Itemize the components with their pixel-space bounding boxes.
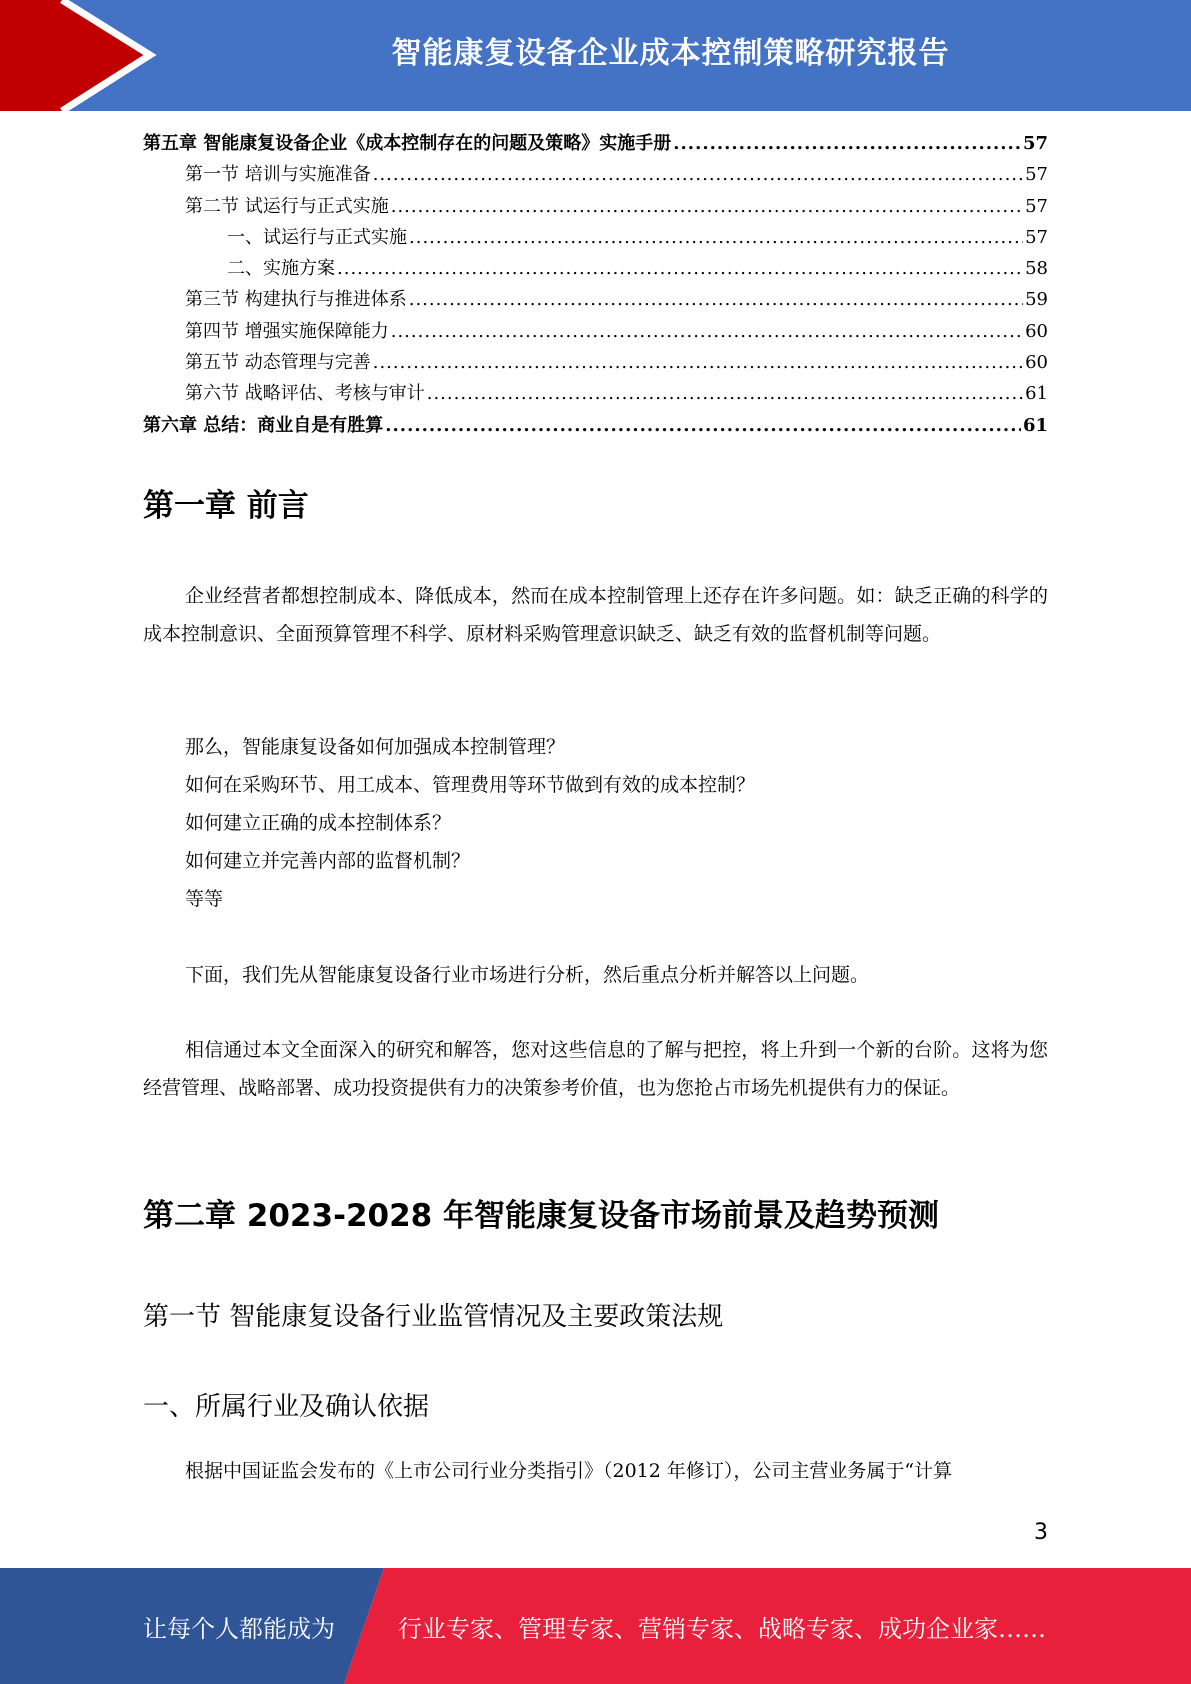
list-item: 如何在采购环节、用工成本、管理费用等环节做到有效的成本控制？ bbox=[185, 774, 756, 796]
page-number: 3 bbox=[1034, 1520, 1048, 1545]
toc-entry[interactable] bbox=[143, 284, 1048, 315]
toc-entry[interactable] bbox=[143, 159, 1048, 190]
toc-entry-title: 第五节 动态管理与完善 bbox=[185, 352, 371, 374]
toc-page-number: 57 bbox=[1025, 164, 1048, 186]
toc-entry-title: 二、实施方案 bbox=[227, 258, 335, 280]
toc-entry-title: 第二节 试运行与正式实施 bbox=[185, 195, 389, 217]
toc-dot-leader bbox=[673, 128, 1021, 159]
toc-dot-leader bbox=[373, 347, 1023, 378]
chapter-2-title: 第二章 2023-2028 年智能康复设备市场前景及趋势预测 bbox=[143, 1198, 940, 1234]
report-title: 智能康复设备企业成本控制策略研究报告 bbox=[391, 36, 950, 71]
question-list bbox=[185, 728, 755, 918]
footer-slogan-right: 行业专家、管理专家、营销专家、战略专家、成功企业家…… bbox=[398, 1614, 1046, 1643]
toc-page-number: 60 bbox=[1025, 352, 1048, 374]
list-item: 如何建立正确的成本控制体系？ bbox=[185, 812, 452, 834]
toc-dot-leader bbox=[427, 378, 1023, 409]
toc-dot-leader bbox=[385, 410, 1021, 441]
toc-page-number: 58 bbox=[1025, 258, 1048, 280]
paragraph: 下面，我们先从智能康复设备行业市场进行分析，然后重点分析并解答以上问题。 bbox=[185, 964, 870, 986]
toc-entry-title: 第一节 培训与实施准备 bbox=[185, 164, 371, 186]
subsection-title: 一、所属行业及确认依据 bbox=[143, 1392, 430, 1422]
toc-page-number: 57 bbox=[1025, 195, 1048, 217]
toc-page-number: 60 bbox=[1025, 320, 1048, 342]
table-of-contents bbox=[143, 128, 1048, 441]
toc-page-number: 57 bbox=[1025, 226, 1048, 248]
toc-entry-title: 第三节 构建执行与推进体系 bbox=[185, 289, 407, 311]
paragraph: 根据中国证监会发布的《上市公司行业分类指引》（2012 年修订），公司主营业务属于“计算 bbox=[185, 1460, 953, 1482]
toc-entry[interactable] bbox=[143, 347, 1048, 378]
paragraph: 企业经营者都想控制成本、降低成本，然而在成本控制管理上还存在许多问题。如：缺乏正确的科学的成本控制意识、全面预算管理不科学、原材料采购管理意识缺乏、缺乏有效的监督机制等问题。 bbox=[143, 585, 1048, 645]
section-title: 第一节 智能康复设备行业监管情况及主要政策法规 bbox=[143, 1302, 724, 1332]
chapter-1-title: 第一章 前言 bbox=[143, 488, 309, 524]
toc-page-number: 61 bbox=[1025, 383, 1048, 405]
toc-dot-leader bbox=[391, 191, 1023, 222]
toc-dot-leader bbox=[337, 253, 1023, 284]
toc-dot-leader bbox=[373, 159, 1023, 190]
toc-dot-leader bbox=[409, 222, 1023, 253]
footer-slogan-left: 让每个人都能成为 bbox=[143, 1614, 335, 1643]
toc-entry[interactable] bbox=[143, 253, 1048, 284]
toc-entry-title: 第四节 增强实施保障能力 bbox=[185, 320, 389, 342]
toc-dot-leader bbox=[409, 284, 1023, 315]
toc-entry-title: 一、试运行与正式实施 bbox=[227, 226, 407, 248]
header-band bbox=[0, 0, 1191, 111]
toc-entry[interactable] bbox=[143, 378, 1048, 409]
paragraph: 相信通过本文全面深入的研究和解答，您对这些信息的了解与把控，将上升到一个新的台阶。这将为您经营管理、战略部署、成功投资提供有力的决策参考价值，也为您抢占市场先机提供有力的保证。 bbox=[143, 1039, 1048, 1099]
toc-entry[interactable] bbox=[143, 410, 1048, 441]
header-arrow-decoration bbox=[0, 0, 160, 111]
toc-entry[interactable] bbox=[143, 316, 1048, 347]
toc-page-number: 61 bbox=[1022, 414, 1048, 436]
toc-entry[interactable] bbox=[143, 222, 1048, 253]
list-item: 如何建立并完善内部的监督机制？ bbox=[185, 850, 471, 872]
list-item: 那么，智能康复设备如何加强成本控制管理？ bbox=[185, 736, 566, 758]
list-item: 等等 bbox=[185, 888, 224, 910]
toc-entry-title: 第六节 战略评估、考核与审计 bbox=[185, 383, 425, 405]
toc-entry-title: 第六章 总结：商业自是有胜算 bbox=[143, 414, 384, 436]
toc-dot-leader bbox=[391, 316, 1023, 347]
toc-page-number: 59 bbox=[1025, 289, 1048, 311]
toc-entry[interactable] bbox=[143, 191, 1048, 222]
footer-band bbox=[0, 1568, 1191, 1684]
toc-entry[interactable] bbox=[143, 128, 1048, 159]
toc-page-number: 57 bbox=[1022, 133, 1048, 154]
toc-entry-title: 第五章 智能康复设备企业《成本控制存在的问题及策略》实施手册 bbox=[143, 133, 672, 154]
